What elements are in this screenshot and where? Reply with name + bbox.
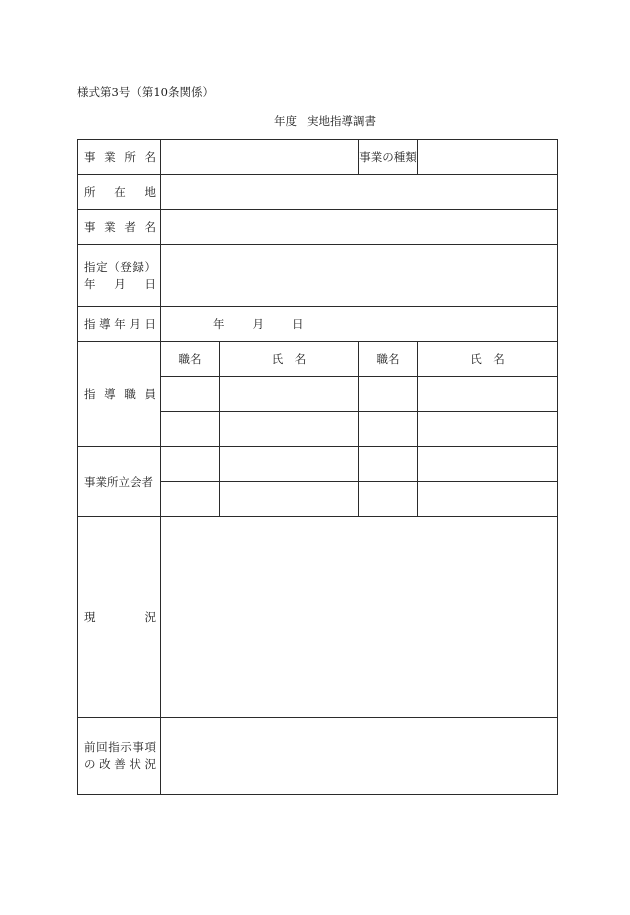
input-attendee-name-2b[interactable] — [418, 482, 558, 517]
designation-line1-text-char: 録 — [132, 259, 144, 274]
guidance-staff-text — [84, 386, 156, 402]
label-attendee: 事業所立会者 — [78, 447, 161, 517]
input-attendee-name-1b[interactable] — [418, 447, 558, 482]
row-operator-name — [78, 210, 558, 245]
operator-name-text — [84, 219, 156, 235]
guidance-date-day: 日 — [292, 317, 304, 331]
label-office-name — [78, 140, 161, 175]
previous-improvement-line1-text-char: 回 — [96, 740, 108, 754]
input-staff-name-2a[interactable] — [220, 412, 359, 447]
previous-improvement-line1-text-char: 前 — [84, 740, 96, 754]
current-status-text-char: 現 — [84, 610, 96, 624]
guidance-date-year: 年 — [213, 317, 225, 331]
header-person-name-1: 氏 名 — [220, 342, 359, 377]
row-location — [78, 175, 558, 210]
row-previous-improvement — [78, 718, 558, 795]
row-designation-date — [78, 245, 558, 307]
location-text-char: 所 — [84, 185, 96, 199]
operator-name-text-char: 業 — [104, 220, 116, 234]
previous-improvement-line2-text-char: 改 — [99, 757, 111, 771]
designation-line2-text-char: 日 — [144, 276, 156, 291]
office-name-text — [84, 149, 156, 165]
guidance-staff-text-char: 指 — [84, 387, 96, 401]
row-staff-header — [78, 342, 558, 377]
designation-line1-text-char: ） — [144, 259, 156, 274]
row-attendee-1 — [78, 447, 558, 482]
previous-improvement-line2-text-char: 況 — [144, 757, 156, 771]
guidance-date-text-char: 指 — [84, 317, 96, 331]
label-business-type: 事業の種類 — [359, 140, 418, 175]
guidance-date-text-char: 月 — [129, 317, 141, 331]
previous-improvement-line1-text-char: 事 — [132, 740, 144, 754]
office-name-text-char: 所 — [124, 150, 136, 164]
operator-name-text-char: 者 — [124, 220, 136, 234]
previous-improvement-line1-text-char: 指 — [108, 740, 120, 754]
guidance-form-table — [77, 139, 558, 795]
designation-line1-text-char: 指 — [84, 259, 96, 274]
guidance-date-text-char: 導 — [99, 317, 111, 331]
office-name-text-char: 名 — [144, 150, 156, 164]
operator-name-text-char: 名 — [144, 220, 156, 234]
office-name-text-char: 業 — [104, 150, 116, 164]
form-number: 様式第3号（第10条関係） — [77, 85, 214, 99]
input-staff-title-1a[interactable] — [161, 377, 220, 412]
guidance-date-text — [84, 316, 156, 332]
input-staff-name-2b[interactable] — [418, 412, 558, 447]
row-office-name — [78, 140, 558, 175]
previous-improvement-line1-text-char: 示 — [120, 740, 132, 754]
previous-improvement-line1-text-char: 項 — [144, 740, 156, 754]
input-operator-name[interactable] — [161, 210, 558, 245]
input-designation-date[interactable] — [161, 245, 558, 307]
title-name: 実地指導調書 — [307, 114, 376, 128]
location-text-char: 地 — [144, 185, 156, 199]
row-guidance-date — [78, 307, 558, 342]
label-designation-date — [78, 245, 161, 307]
label-guidance-staff — [78, 342, 161, 447]
label-current-status — [78, 517, 161, 718]
previous-improvement-line2-text — [84, 756, 156, 773]
title-year: 年度 — [274, 114, 297, 128]
input-guidance-date[interactable] — [161, 307, 558, 342]
designation-line2-text — [84, 276, 156, 293]
guidance-staff-text-char: 員 — [144, 387, 156, 401]
input-staff-name-1a[interactable] — [220, 377, 359, 412]
previous-improvement-line2-text-char: の — [84, 757, 96, 771]
label-guidance-date — [78, 307, 161, 342]
input-location[interactable] — [161, 175, 558, 210]
input-staff-title-1b[interactable] — [359, 377, 418, 412]
label-previous-improvement — [78, 718, 161, 795]
input-current-status[interactable] — [161, 517, 558, 718]
document-title — [274, 113, 376, 129]
input-attendee-title-2b[interactable] — [359, 482, 418, 517]
operator-name-text-char: 事 — [84, 220, 96, 234]
current-status-text-char: 況 — [144, 610, 156, 624]
header-person-name-2: 氏 名 — [418, 342, 558, 377]
row-current-status — [78, 517, 558, 718]
designation-line1-text-char: 登 — [120, 259, 132, 274]
previous-improvement-line2-text-char: 善 — [114, 757, 126, 771]
input-attendee-name-2a[interactable] — [220, 482, 359, 517]
input-attendee-title-2a[interactable] — [161, 482, 220, 517]
input-attendee-title-1a[interactable] — [161, 447, 220, 482]
input-staff-title-2a[interactable] — [161, 412, 220, 447]
location-text — [84, 184, 156, 200]
label-location — [78, 175, 161, 210]
input-attendee-title-1b[interactable] — [359, 447, 418, 482]
input-attendee-name-1a[interactable] — [220, 447, 359, 482]
guidance-date-text-char: 日 — [144, 317, 156, 331]
label-operator-name — [78, 210, 161, 245]
designation-line2-text-char: 年 — [84, 276, 96, 291]
office-name-text-char: 事 — [84, 150, 96, 164]
header-job-title-1: 職名 — [161, 342, 220, 377]
previous-improvement-line2-text-char: 状 — [129, 757, 141, 771]
input-staff-title-2b[interactable] — [359, 412, 418, 447]
designation-line2-text-char: 月 — [114, 276, 126, 291]
current-status-text — [84, 609, 156, 625]
designation-line1-text-char: 定 — [96, 259, 108, 274]
header-job-title-2: 職名 — [359, 342, 418, 377]
guidance-date-month: 月 — [252, 317, 264, 331]
designation-line1-text-char: （ — [108, 259, 120, 274]
guidance-date-text-char: 年 — [114, 317, 126, 331]
location-text-char: 在 — [114, 185, 126, 199]
guidance-staff-text-char: 導 — [104, 387, 116, 401]
input-previous-improvement[interactable] — [161, 718, 558, 795]
previous-improvement-line1-text — [84, 739, 156, 756]
input-office-name[interactable] — [161, 140, 359, 175]
input-business-type[interactable] — [418, 140, 558, 175]
guidance-staff-text-char: 職 — [124, 387, 136, 401]
input-staff-name-1b[interactable] — [418, 377, 558, 412]
designation-line1-text — [84, 259, 156, 276]
